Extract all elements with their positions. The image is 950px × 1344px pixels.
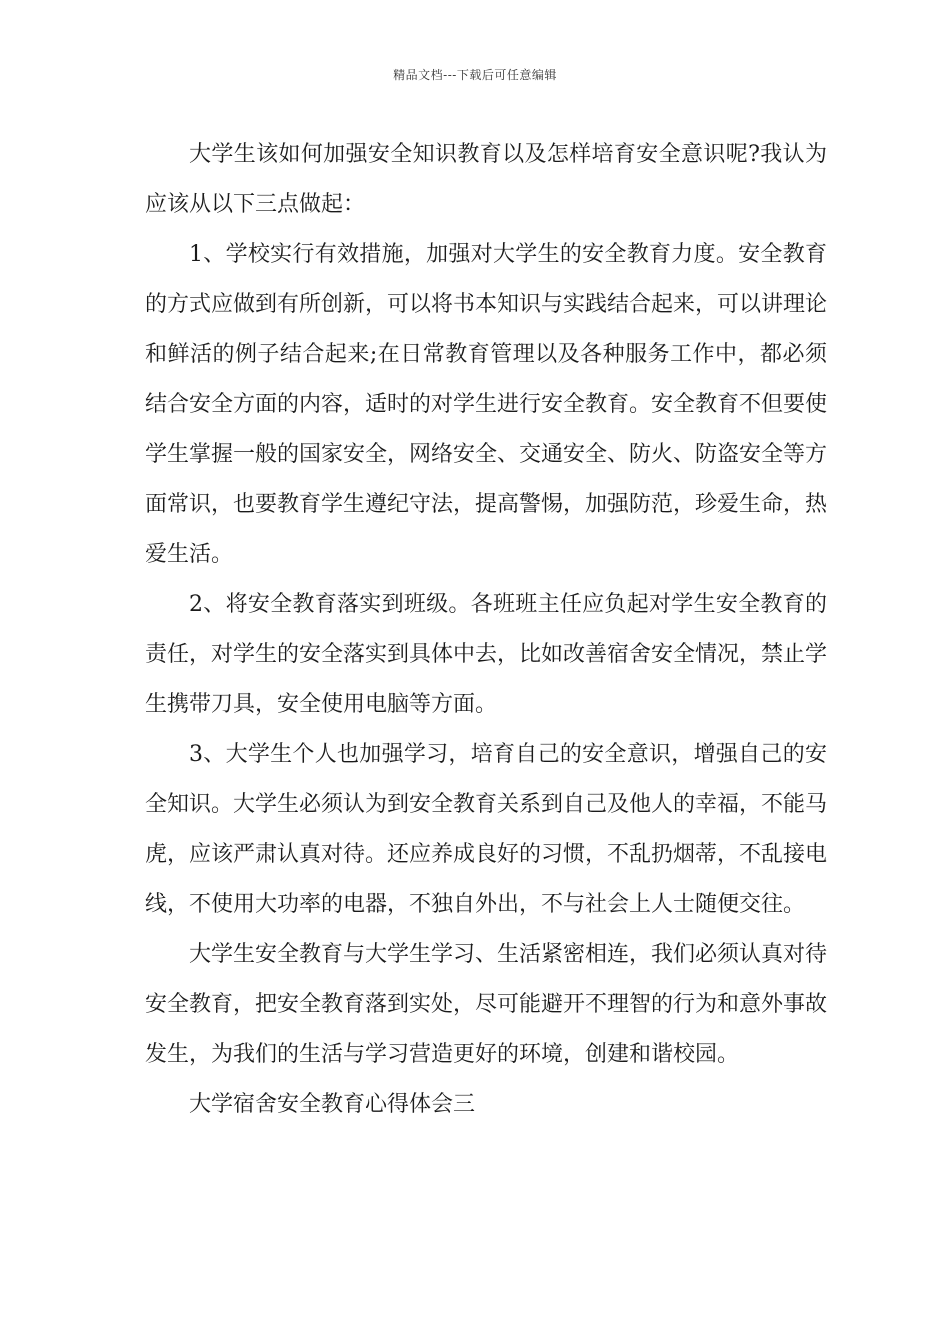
paragraph-conclusion: 大学生安全教育与大学生学习、生活紧密相连，我们必须认真对待安全教育，把安全教育落到实处，尽可能避开不理智的行为和意外事故发生，为我们的生活与学习营造更好的环境，创建和谐校园。: [145, 942, 828, 1067]
paragraph-point-2: 2、将安全教育落实到班级。各班班主任应负起对学生安全教育的责任，对学生的安全落实到具体中去，比如改善宿舍安全情况，禁止学生携带刀具，安全使用电脑等方面。: [145, 592, 828, 717]
paragraph-point-3: 3、大学生个人也加强学习，培育自己的安全意识，增强自己的安全知识。大学生必须认为到安全教育关系到自己及他人的幸福，不能马虎，应该严肃认真对待。还应养成良好的习惯，不乱扔烟蒂，不乱接电线，不使用大功率的电器，不独自外出，不与社会上人士随便交往。: [145, 742, 828, 917]
paragraph-intro: 大学生该如何加强安全知识教育以及怎样培育安全意识呢?我认为应该从以下三点做起：: [145, 142, 827, 217]
section-heading: 大学宿舍安全教育心得体会三: [189, 1092, 476, 1117]
document-body: [145, 130, 827, 1130]
page-header: 精品文档---下载后可任意编辑: [393, 68, 557, 82]
paragraph-point-1: 1、学校实行有效措施，加强对大学生的安全教育力度。安全教育的方式应做到有所创新，可以将书本知识与实践结合起来，可以讲理论和鲜活的例子结合起来;在日常教育管理以及各种服务工作中，都必须结合安全方面的内容，适时的对学生进行安全教育。安全教育不但要使学生掌握一般的国家安全，网络安全、交通安全、防火、防盗安全等方面常识，也要教育学生遵纪守法，提高警惕，加强防范，珍爱生命，热爱生活。: [145, 242, 828, 567]
